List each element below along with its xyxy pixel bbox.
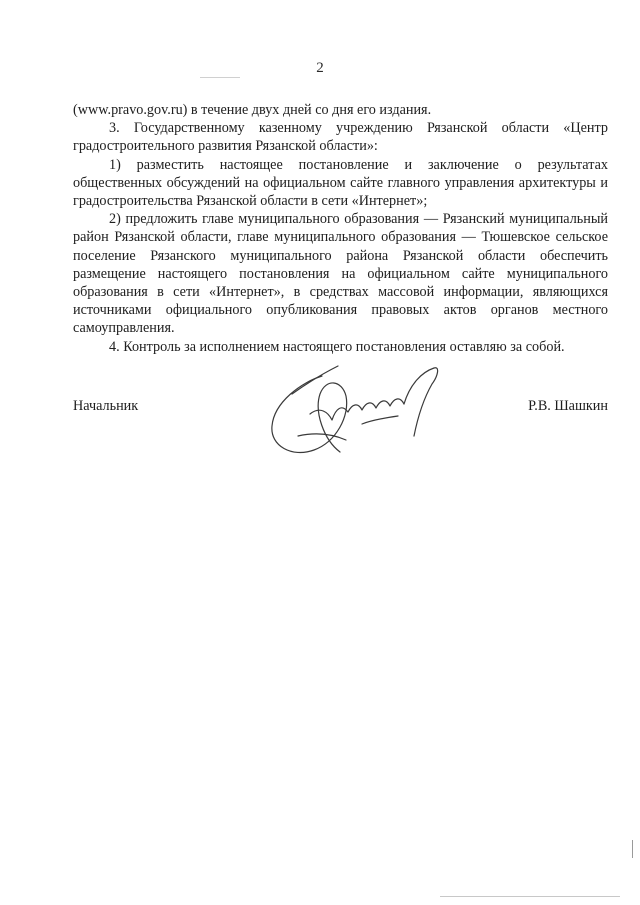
paragraph-item-3: 3. Государственному казенному учреждению Рязанской области «Центр градостроительного развития Рязанской области»: [73,120,608,155]
signer-position: Начальник [73,398,139,414]
signer-name: Р.В. Шашкин [528,398,608,414]
scan-artifact-line [200,77,240,78]
document-body [73,101,608,356]
paragraph-item-3-2: 2) предложить главе муниципального образования — Рязанский муниципальный район Рязанской области, главе муниципального образования — Тюшевское сельское поселение Рязанского муниципального района Рязанской области обеспечить размещение настоящего постановления на официальном сайте муниципального образования в сети «Интернет», в средствах массовой информации, являющихся источниками официального опубликования правовых актов органов местного самоуправления. [73,211,608,337]
scan-artifact-line [632,840,633,858]
paragraph-item-3-1: 1) разместить настоящее постановление и заключение о результатах общественных обсуждений на официальном сайте главного управления архитектуры и градостроительства Рязанской области в сети «Интернет»; [73,156,608,210]
paragraph-continuation: (www.pravo.gov.ru) в течение двух дней со дня его издания. [73,102,432,118]
page-number: 2 [316,60,324,76]
signature-block [73,398,608,422]
paragraph-item-4: 4. Контроль за исполнением настоящего постановления оставляю за собой. [109,338,565,355]
scan-artifact-line [440,896,620,897]
